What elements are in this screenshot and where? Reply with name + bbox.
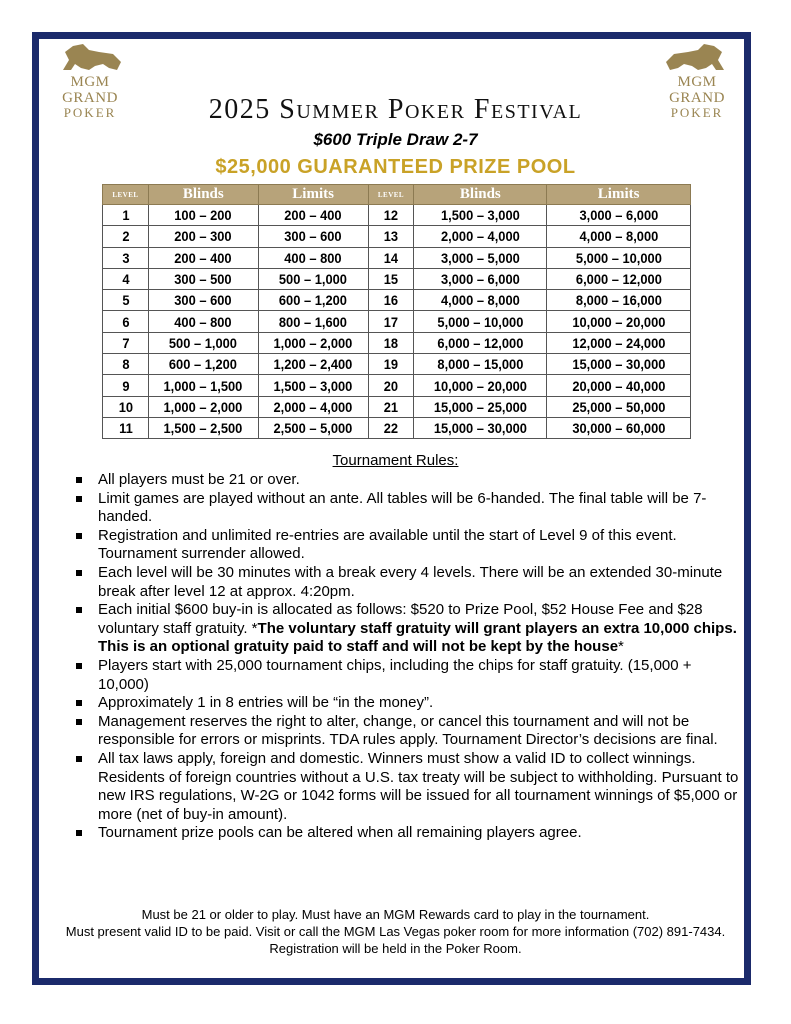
table-cell: 500 – 1,000 [153,332,254,353]
rule-item: Tournament prize pools can be altered when all remaining players agree. [74,824,746,843]
header-blinds: Blinds [148,185,258,205]
table-cell: 4 [104,268,146,289]
event-subtitle: $600 Triple Draw 2-7 [313,130,478,149]
table-cell: 30,000 – 60,000 [552,417,684,438]
table-cell: 15,000 – 30,000 [552,354,684,375]
table-cell: 4,000 – 8,000 [419,290,541,311]
table-cell: 2,000 – 4,000 [263,396,364,417]
table-cell: 10,000 – 20,000 [552,311,684,332]
table-cell: 20,000 – 40,000 [552,375,684,396]
table-cell: 500 – 1,000 [263,268,364,289]
table-cell: 20 [370,375,412,396]
table-cell: 1,000 – 2,000 [153,396,254,417]
table-row [103,311,691,332]
header-level: LEVEL [103,185,149,205]
table-cell: 1 [104,205,146,226]
table-row [103,290,691,311]
header-limits: Limits [258,185,368,205]
table-cell: 25,000 – 50,000 [552,396,684,417]
rule-text: Each initial $600 buy-in is allocated as follows: $520 to Prize Pool, $52 House Fee and $28 voluntary staff gratuity. * [98,601,703,637]
table-row [103,332,691,353]
table-cell: 4,000 – 8,000 [552,226,684,247]
guarantee-banner: $25,000 GUARANTEED PRIZE POOL [215,156,576,178]
table-cell: 6 [104,311,146,332]
rule-item: All players must be 21 or over. [74,471,746,490]
table-cell: 6,000 – 12,000 [419,332,541,353]
table-cell: 1,000 – 1,500 [153,375,254,396]
table-cell: 200 – 400 [153,247,254,268]
table-cell: 600 – 1,200 [263,290,364,311]
lion-icon [662,40,732,74]
table-cell: 5 [104,290,146,311]
rule-asterisk: * [618,638,624,656]
rule-item [74,601,746,657]
table-cell: 12,000 – 24,000 [552,332,684,353]
table-cell: 15,000 – 25,000 [419,396,541,417]
table-row [103,417,691,438]
table-cell: 1,200 – 2,400 [263,354,364,375]
table-cell: 3,000 – 6,000 [552,205,684,226]
footer-line: Must present valid ID to be paid. Visit or call the MGM Las Vegas poker room for more information (702) 891-7434. Registration will be held in the Poker Room. [65,924,726,956]
table-cell: 300 – 600 [263,226,364,247]
table-cell: 14 [370,247,412,268]
table-cell: 7 [104,332,146,353]
table-cell: 15,000 – 30,000 [419,417,541,438]
table-cell: 12 [370,205,412,226]
table-cell: 2,500 – 5,000 [263,417,364,438]
table-cell: 1,500 – 2,500 [153,417,254,438]
footer-line: Must be 21 or older to play. Must have an MGM Rewards card to play in the tournament. [141,907,650,922]
rule-item: Approximately 1 in 8 entries will be “in the money”. [74,694,746,713]
table-cell: 16 [370,290,412,311]
page-title: 2025 Summer Poker Festival [208,94,583,125]
rule-item: All tax laws apply, foreign and domestic. Winners must show a valid ID to collect winnings. Residents of foreign countries without a U.S. tax treaty will be subject to withholding. Pursuant to new IRS regulations, W-2G or 1042 forms will be issued for all tournament winnings of $5,000 or more (net of buy-in amount). [74,750,746,824]
rule-item: Management reserves the right to alter, change, or cancel this tournament and will not be responsible for errors or misprints. TDA rules apply. Tournament Director’s decisions are final. [74,713,746,750]
table-cell: 3,000 – 5,000 [419,247,541,268]
header-level: LEVEL [368,185,414,205]
table-cell: 18 [370,332,412,353]
table-cell: 400 – 800 [153,311,254,332]
rules-heading: Tournament Rules: [332,452,459,469]
table-cell: 400 – 800 [263,247,364,268]
table-cell: 200 – 400 [263,205,364,226]
table-cell: 800 – 1,600 [263,311,364,332]
table-cell: 13 [370,226,412,247]
table-cell: 100 – 200 [153,205,254,226]
logo-sub: POKER [670,105,724,120]
table-cell: 10,000 – 20,000 [419,375,541,396]
table-cell: 200 – 300 [153,226,254,247]
table-row [103,396,691,417]
table-cell: 3 [104,247,146,268]
table-row [103,247,691,268]
table-cell: 8 [104,354,146,375]
rule-item: Registration and unlimited re-entries are available until the start of Level 9 of this event. Tournament surrender allowed. [74,527,746,564]
table-cell: 5,000 – 10,000 [552,247,684,268]
table-row [103,354,691,375]
logo-brand: MGM GRAND [669,74,725,106]
table-row [103,375,691,396]
footer-notice [40,906,751,957]
header-blinds: Blinds [414,185,547,205]
table-cell: 1,500 – 3,000 [419,205,541,226]
table-cell: 1,000 – 2,000 [263,332,364,353]
table-row [103,268,691,289]
table-cell: 2,000 – 4,000 [419,226,541,247]
header-limits: Limits [547,185,691,205]
rule-item: Limit games are played without an ante. All tables will be 6-handed. The final table will be 7-handed. [74,490,746,527]
table-cell: 22 [370,417,412,438]
table-cell: 21 [370,396,412,417]
table-cell: 300 – 500 [153,268,254,289]
table-cell: 17 [370,311,412,332]
table-cell: 11 [104,417,146,438]
rule-item: Players start with 25,000 tournament chips, including the chips for staff gratuity. (15,000 + 10,000) [74,657,746,694]
table-cell: 9 [104,375,146,396]
table-cell: 600 – 1,200 [153,354,254,375]
table-cell: 8,000 – 16,000 [552,290,684,311]
blind-levels-table [102,184,691,439]
rules-list [74,471,746,843]
table-cell: 3,000 – 6,000 [419,268,541,289]
rule-bold-text: The voluntary staff gratuity will grant players an extra 10,000 chips. This is an optional gratuity paid to staff and will not be kept by the house [98,619,737,656]
table-cell: 10 [104,396,146,417]
table-cell: 300 – 600 [153,290,254,311]
table-cell: 5,000 – 10,000 [419,311,541,332]
table-cell: 1,500 – 3,000 [263,375,364,396]
table-cell: 19 [370,354,412,375]
table-header-row [103,185,691,205]
table-cell: 6,000 – 12,000 [552,268,684,289]
table-row [103,226,691,247]
table-cell: 15 [370,268,412,289]
table-cell: 2 [104,226,146,247]
lion-icon [55,40,125,74]
logo-brand: MGM GRAND [62,74,118,106]
table-cell: 8,000 – 15,000 [419,354,541,375]
rule-item: Each level will be 30 minutes with a break every 4 levels. There will be an extended 30-minute break after level 12 at approx. 4:20pm. [74,564,746,601]
table-row [103,205,691,226]
logo-sub: POKER [63,105,117,120]
